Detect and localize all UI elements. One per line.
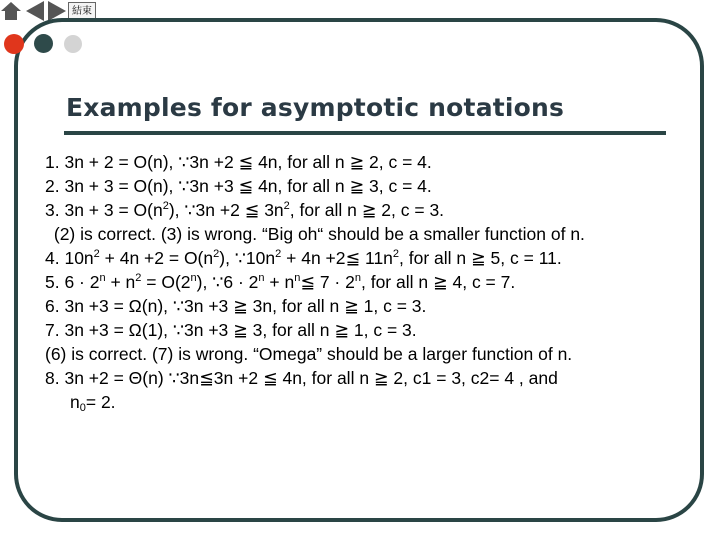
superscript: 2 <box>93 248 100 260</box>
back-arrow-icon[interactable] <box>24 0 46 22</box>
line-text: + 4n +2≦ 11n <box>281 248 393 268</box>
title-underline <box>64 131 666 135</box>
superscript: n <box>258 272 265 284</box>
line-text: , for all n ≧ 2, c = 3. <box>289 200 445 220</box>
red-dot-decoration <box>4 34 24 54</box>
superscript: n <box>294 272 301 284</box>
slide-title: Examples for asymptotic notations <box>66 93 565 122</box>
line-text: 2. 3n + 3 = O(n), ∵3n +3 ≦ 4n, for all n ≧ 3, c = 4. <box>45 176 432 196</box>
body-line <box>45 198 685 222</box>
end-show-button[interactable]: 結束 <box>68 2 96 21</box>
body-line <box>45 174 685 198</box>
line-text: + n <box>264 272 295 292</box>
body-line <box>45 270 685 294</box>
line-text: ), ∵3n +2 ≦ 3n <box>168 200 284 220</box>
body-line <box>45 294 685 318</box>
superscript: n <box>190 272 197 284</box>
subscript: 0 <box>79 402 86 414</box>
line-text: ), ∵6 · 2 <box>196 272 259 292</box>
body-line <box>45 366 685 390</box>
superscript: n <box>354 272 361 284</box>
line-text: ≦ 7 · 2 <box>300 272 355 292</box>
body-line <box>45 318 685 342</box>
body-line <box>45 342 685 366</box>
home-icon[interactable] <box>0 0 22 22</box>
superscript: n <box>99 272 106 284</box>
line-text: n <box>70 392 80 412</box>
line-text: 7. 3n +3 = Ω(1), ∵3n +3 ≧ 3, for all n ≧ 1, c = 3. <box>45 320 417 340</box>
line-text: 8. 3n +2 = Θ(n) ∵3n≦3n +2 ≦ 4n, for all n ≧ 2, c1 = 3, c2= 4 , and <box>45 368 558 388</box>
superscript: 2 <box>213 248 220 260</box>
line-text: = O(2 <box>141 272 191 292</box>
line-text: (6) is correct. (7) is wrong. “Omega” should be a larger function of n. <box>45 344 573 364</box>
line-text: ), ∵10n <box>219 248 276 268</box>
body-line <box>45 150 685 174</box>
line-text: + 4n +2 = O(n <box>99 248 214 268</box>
body-line <box>45 390 685 414</box>
line-text: (2) is correct. (3) is wrong. “Big oh“ should be a smaller function of n. <box>49 224 585 244</box>
slide-body <box>45 150 685 414</box>
line-text: 1. 3n + 2 = O(n), ∵3n +2 ≦ 4n, for all n ≧ 2, c = 4. <box>45 152 432 172</box>
light-dot-decoration <box>64 35 82 53</box>
line-text: 5. 6 · 2 <box>45 272 100 292</box>
superscript: 2 <box>162 200 169 212</box>
body-line <box>45 246 685 270</box>
line-text: 3. 3n + 3 = O(n <box>45 200 163 220</box>
line-text: + n <box>105 272 136 292</box>
superscript: 2 <box>135 272 142 284</box>
line-text: , for all n ≧ 5, c = 11. <box>399 248 562 268</box>
superscript: 2 <box>275 248 282 260</box>
line-text: , for all n ≧ 4, c = 7. <box>360 272 516 292</box>
line-text: 6. 3n +3 = Ω(n), ∵3n +3 ≧ 3n, for all n ≧ 1, c = 3. <box>45 296 427 316</box>
line-text: 4. 10n <box>45 248 94 268</box>
superscript: 2 <box>392 248 400 260</box>
body-line <box>45 222 685 246</box>
line-text: = 2. <box>85 392 116 412</box>
dark-dot-decoration <box>34 34 53 53</box>
superscript: 2 <box>283 200 290 212</box>
